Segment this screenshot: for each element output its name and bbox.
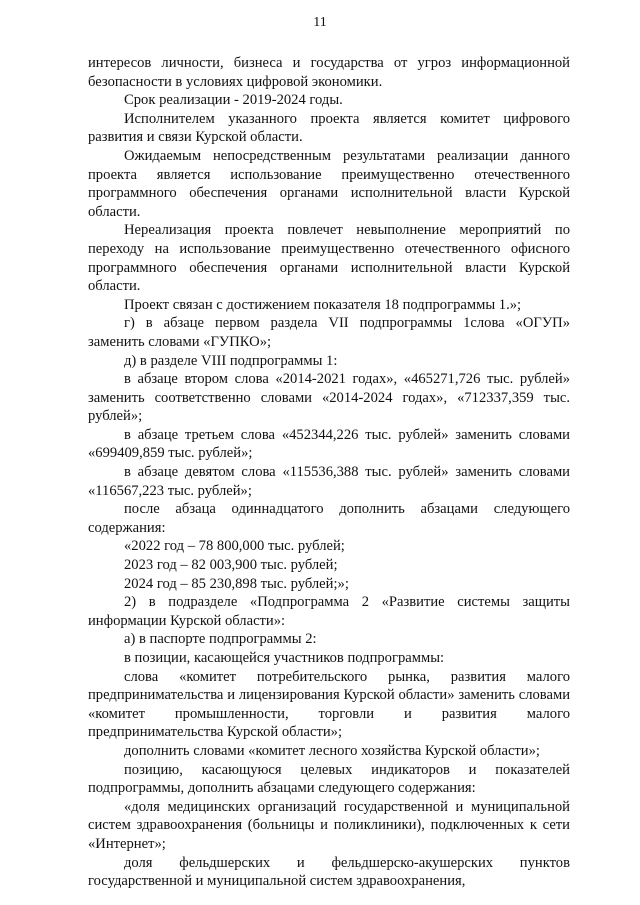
paragraph: 2) в подразделе «Подпрограмма 2 «Развитие системы защиты информации Курской области»:: [88, 594, 570, 629]
budget-line-2024: 2024 год – 85 230,898 тыс. рублей;»;: [124, 575, 349, 592]
budget-line-2022: «2022 год – 78 800,000 тыс. рублей;: [124, 538, 345, 555]
paragraph: г) в абзаце первом раздела VII подпрограммы 1слова «ОГУП» заменить словами «ГУПКО»;: [88, 315, 570, 350]
paragraph: а) в паспорте подпрограммы 2:: [124, 631, 317, 648]
paragraph: позицию, касающуюся целевых индикаторов и показателей подпрограммы, дополнить абзацами следующего содержания:: [88, 761, 570, 797]
paragraph: Ожидаемым непосредственным результатами реализации данного проекта является использование преимущественно отечественного программного обеспечения органами исполнительной власти Курской области.: [88, 147, 570, 220]
budget-line-2023: 2023 год – 82 003,900 тыс. рублей;: [124, 557, 338, 574]
paragraph: интересов личности, бизнеса и государства от угроз информационной безопасности в условиях цифровой экономики.: [88, 55, 570, 90]
paragraph: в абзаце девятом слова «115536,388 тыс. рублей» заменить словами «116567,223 тыс. рублей»;: [88, 464, 570, 499]
paragraph: доля фельдшерских и фельдшерско-акушерских пунктов государственной и муниципальной систем здравоохранения,: [88, 854, 570, 890]
paragraph: д) в разделе VIII подпрограммы 1:: [124, 352, 338, 369]
paragraph: в абзаце третьем слова «452344,226 тыс. рублей» заменить словами «699409,859 тыс. рублей»;: [88, 426, 570, 462]
page-number: 11: [313, 15, 327, 30]
paragraph: дополнить словами «комитет лесного хозяйства Курской области»;: [124, 742, 540, 759]
paragraph: в позиции, касающейся участников подпрограммы:: [124, 650, 445, 666]
paragraph: Проект связан с достижением показателя 18 подпрограммы 1.»;: [124, 296, 522, 313]
paragraph: в абзаце втором слова «2014-2021 годах», «465271,726 тыс. рублей» заменить соответственно словами «2014-2024 годах», «712337,359 тыс. рублей»;: [88, 371, 570, 425]
paragraph: Исполнителем указанного проекта является комитет цифрового развития и связи Курской области.: [88, 110, 570, 146]
paragraph: Срок реализации - 2019-2024 годы.: [124, 92, 343, 109]
paragraph: слова «комитет потребительского рынка, развития малого предпринимательства и лицензирования Курской области» заменить словами «комитет промышленности, торговли и развития малого предпринимательства Курской области»;: [88, 668, 570, 741]
paragraph: после абзаца одиннадцатого дополнить абзацами следующего содержания:: [88, 501, 570, 536]
document-body: [88, 54, 570, 891]
paragraph: Нереализация проекта повлечет невыполнение мероприятий по переходу на использование преимущественно отечественного офисного программного обеспечения органами исполнительной власти Курской области.: [88, 222, 570, 295]
paragraph: «доля медицинских организаций государственной и муниципальной систем здравоохранения (больницы и поликлиники), подключенных к сети «Интернет»;: [88, 798, 570, 852]
